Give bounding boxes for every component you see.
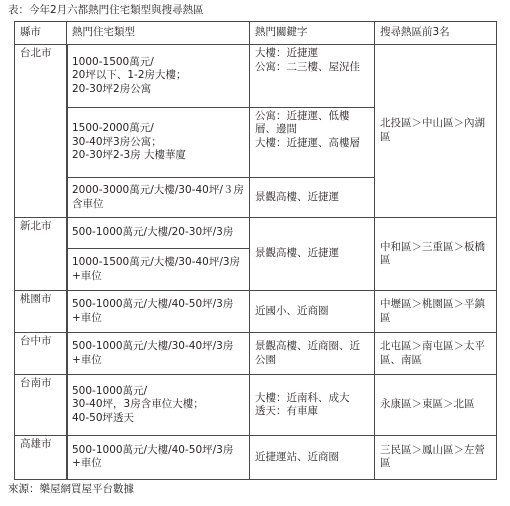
housing-type-cell: 500-1000萬元/ 30-40坪，3房含車位大樓； 40-50坪透天 [67, 375, 250, 436]
city-taoyuan: 桃園市 [15, 291, 67, 333]
keyword-cell: 公寓：近捷運、低樓層、邊間 大樓：近捷運、高樓層 [250, 107, 375, 177]
search-areas-taoyuan: 中壢區＞桃園區＞平鎮區 [375, 291, 497, 333]
search-areas-kaohsiung: 三民區＞鳳山區＞左營區 [375, 435, 497, 479]
keyword-cell: 近國小、近商圈 [250, 291, 375, 333]
keyword-cell: 景觀高樓、近捷運 [250, 178, 375, 218]
city-taichung: 台中市 [15, 333, 67, 375]
table-row [15, 45, 497, 108]
search-areas-tainan: 永康區＞東區＞北區 [375, 375, 497, 436]
city-newtaipei: 新北市 [15, 217, 67, 290]
table-row [15, 217, 497, 248]
housing-type-cell: 1000-1500萬元/ 20坪以下、1-2房大樓； 20-30坪2房公寓 [67, 45, 250, 108]
table-row [15, 291, 497, 333]
housing-type-cell: 1500-2000萬元/ 30-40坪3房公寓； 20-30坪2-3房 大樓華廈 [67, 107, 250, 177]
search-areas-taipei: 北投區＞中山區＞內湖區 [375, 45, 497, 218]
keyword-cell: 景觀高樓、近商圈、近公園 [250, 333, 375, 375]
city-kaohsiung: 高雄市 [15, 435, 67, 479]
header-search-areas: 搜尋熱區前3名 [375, 22, 497, 45]
header-housing-type: 熱門住宅類型 [67, 22, 250, 45]
city-taipei: 台北市 [15, 45, 67, 218]
housing-type-cell: 500-1000萬元/大樓/40-50坪/3房+車位 [67, 291, 250, 333]
housing-type-cell: 500-1000萬元/大樓/30-40坪/3房+車位 [67, 333, 250, 375]
header-city: 縣市 [15, 22, 67, 45]
housing-type-cell: 2000-3000萬元/大樓/30-40坪/３房含車位 [67, 178, 250, 218]
keyword-cell: 景觀高樓、近捷運 [250, 217, 375, 290]
table-row [15, 375, 497, 436]
search-areas-taichung: 北屯區＞南屯區＞太平區、南區 [375, 333, 497, 375]
header-keywords: 熱門關鍵字 [250, 22, 375, 45]
table-row [15, 435, 497, 479]
housing-table [14, 21, 497, 480]
keyword-cell: 大樓：近南科、成大 透天：有車庫 [250, 375, 375, 436]
search-areas-newtaipei: 中和區＞三重區＞板橋區 [375, 217, 497, 290]
keyword-cell: 大樓：近捷運 公寓：二三樓、屋況佳 [250, 45, 375, 108]
housing-type-cell: 500-1000萬元/大樓/20-30坪/3房 [67, 217, 250, 248]
table-caption: 表：今年2月六都熱門住宅類型與搜尋熱區 [8, 4, 204, 16]
header-row [15, 22, 497, 45]
keyword-cell: 近捷運站、近商圈 [250, 435, 375, 479]
housing-type-cell: 1000-1500萬元/大樓/30-40坪/3房+車位 [67, 249, 250, 291]
city-tainan: 台南市 [15, 375, 67, 436]
table-row [15, 333, 497, 375]
housing-type-cell: 500-1000萬元/大樓/40-50坪/3房+車位 [67, 435, 250, 479]
source-note: 來源：樂屋網買屋平台數據 [8, 483, 134, 495]
